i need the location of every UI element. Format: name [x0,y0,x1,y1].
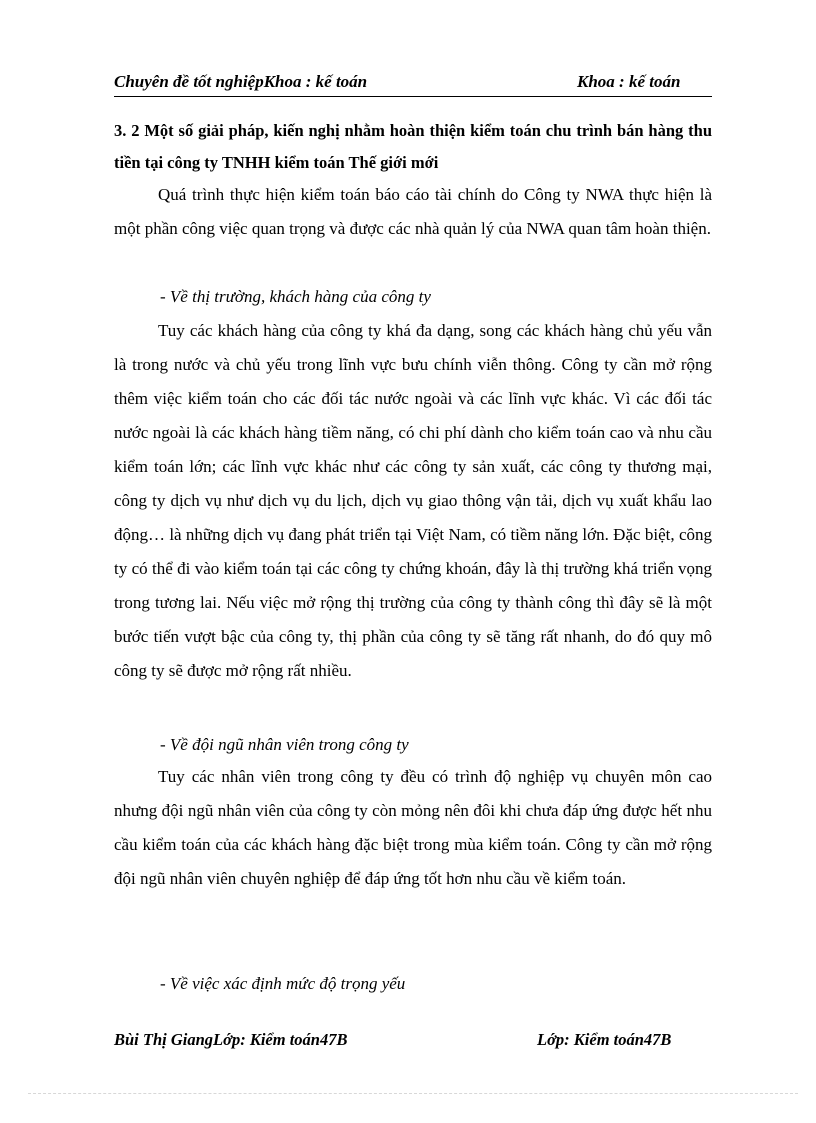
section-heading: 3. 2 Một số giải pháp, kiến nghị nhằm hoàn thiện kiểm toán chu trình bán hàng thu tiền tại công ty TNHH kiểm toán Thế giới mới [114,121,712,172]
header-left-text: Chuyên đề tốt nghiệpKhoa : kế toán [114,72,368,91]
paragraph-staff: Tuy các nhân viên trong công ty đều có trình độ nghiệp vụ chuyên môn cao nhưng đội ngũ nhân viên của công ty còn mỏng nên đôi khi chưa đáp ứng được hết nhu cầu kiểm toán của các khách hàng đặc biệt trong mùa kiểm toán. Công ty cần mở rộng đội ngũ nhân viên chuyên nghiệp để đáp ứng tốt hơn nhu cầu về kiểm toán. [114,767,712,888]
footer-right-text: Lớp: Kiểm toán47B [537,1030,672,1049]
page-bottom-edge [28,1093,798,1094]
subsection-title-materiality: - Về việc xác định mức độ trọng yếu [160,974,406,993]
subsection-title-staff: - Về đội ngũ nhân viên trong công ty [160,735,409,754]
intro-paragraph: Quá trình thực hiện kiểm toán báo cáo tài chính do Công ty NWA thực hiện là một phần công việc quan trọng và được các nhà quản lý của NWA quan tâm hoàn thiện. [114,185,712,238]
footer-left-text: Bùi Thị GiangLớp: Kiểm toán47B [114,1030,348,1049]
header-right-text: Khoa : kế toán [577,72,681,91]
subsection-title-market: - Về thị trường, khách hàng của công ty [160,287,431,306]
page-footer [114,1030,712,1054]
paragraph-market: Tuy các khách hàng của công ty khá đa dạng, song các khách hàng chủ yếu vẫn là trong nước và chủ yếu trong lĩnh vực bưu chính viễn thông. Công ty cần mở rộng thêm việc kiểm toán cho các đối tác nước ngoài và các lĩnh vực khác. Vì các đối tác nước ngoài là các khách hàng tiềm năng, có chi phí dành cho kiểm toán cao và nhu cầu kiểm toán lớn; các lĩnh vực khác như các công ty sản xuất, các công ty thương mại, công ty dịch vụ như dịch vụ du lịch, dịch vụ giao thông vận tải, dịch vụ xuất khẩu lao động… là những dịch vụ đang phát triển tại Việt Nam, có tiềm năng lớn. Đặc biệt, công ty có thể đi vào kiểm toán tại các công ty chứng khoán, đây là thị trường khá triển vọng trong tương lai. Nếu việc mở rộng thị trường của công ty thành công thì đây sẽ là một bước tiến vượt bậc của công ty, thị phần của công ty sẽ tăng rất nhanh, do đó quy mô công ty sẽ được mở rộng rất nhiều. [114,321,712,680]
page-header [114,70,712,97]
